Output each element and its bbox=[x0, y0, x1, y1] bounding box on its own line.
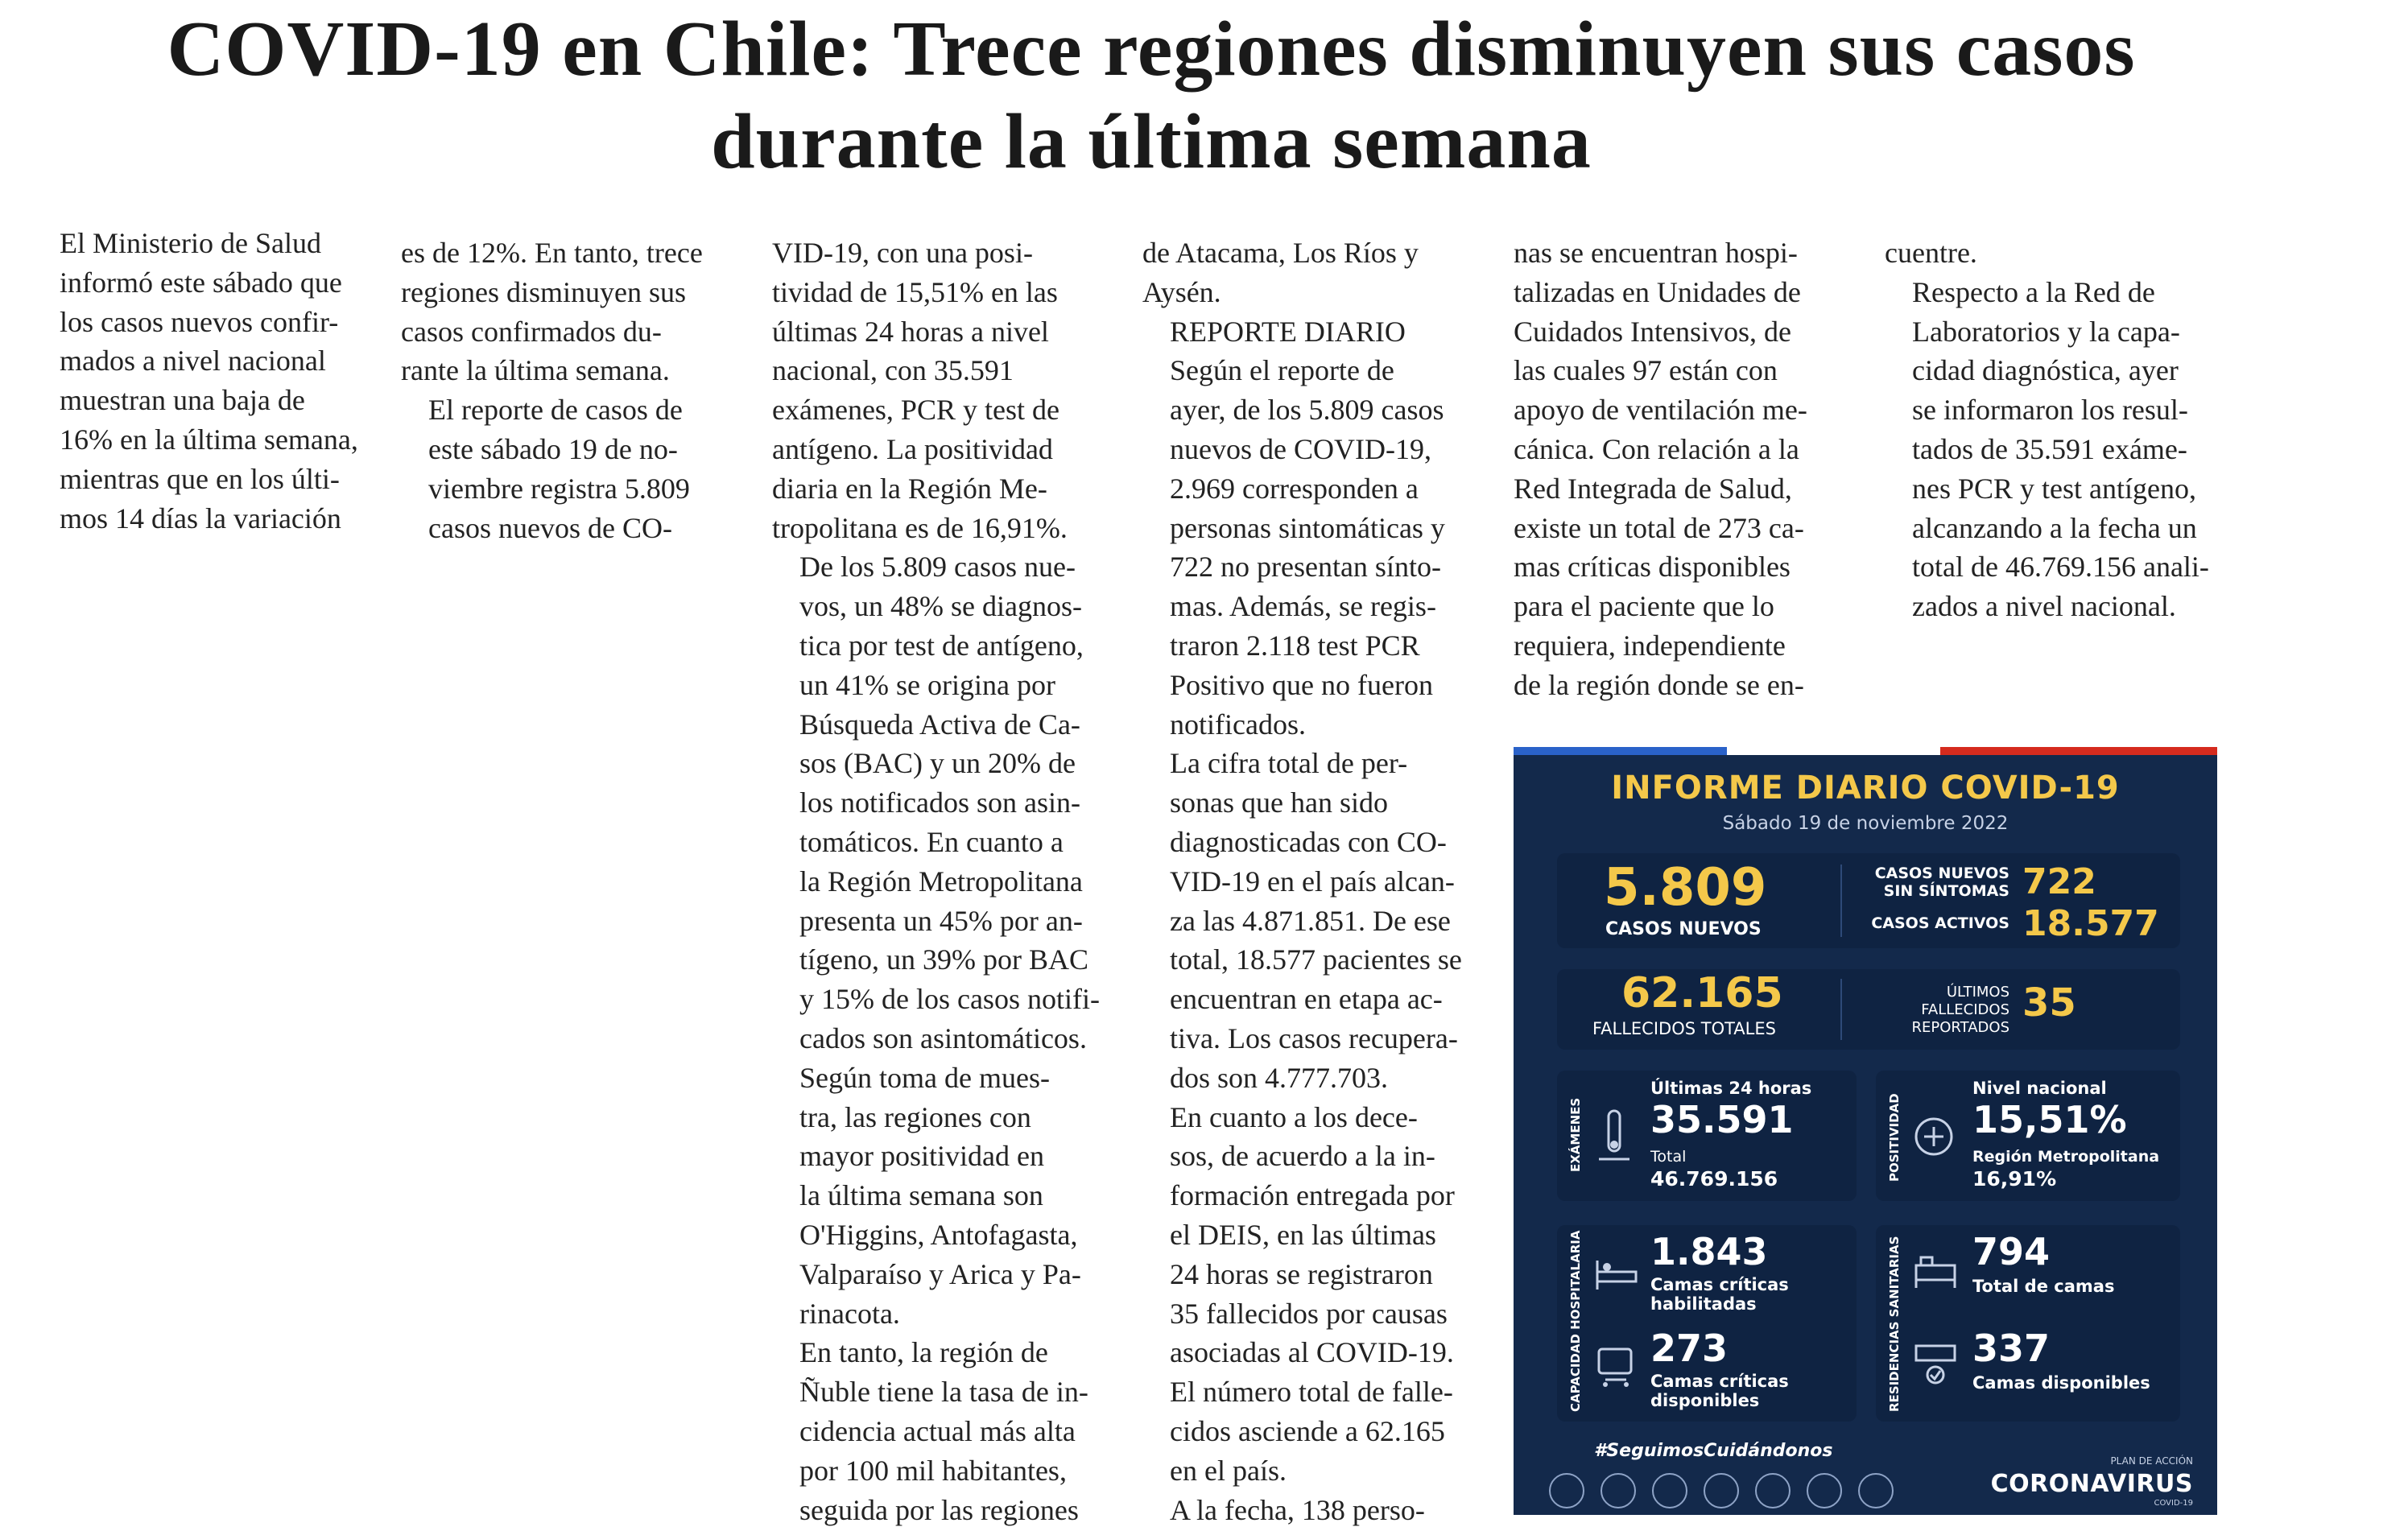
vaccine-icon bbox=[1755, 1473, 1791, 1508]
new-cases-value: 5.809 bbox=[1604, 858, 1767, 918]
paragraph: El Ministerio de Salud informó este sábado que los casos nuevos confir- mados a nivel nacional muestran una baja de 16% en la última semana, mientras que en los últi- mos 14 días la variación bbox=[60, 227, 358, 534]
hashtag: #SeguimosCuidándonos bbox=[1594, 1441, 1833, 1461]
asymptomatic-value: 722 bbox=[2022, 861, 2096, 902]
cases-panel bbox=[1557, 853, 2180, 948]
handwash-icon bbox=[1601, 1473, 1636, 1508]
national-label: Nivel nacional bbox=[1972, 1079, 2107, 1098]
critical-beds-enabled-label: Camas críticas habilitadas bbox=[1650, 1275, 1789, 1314]
coronavirus-logo: CORONAVIRUS bbox=[1990, 1470, 2193, 1498]
paragraph: es de 12%. En tanto, trece regiones disminuyen sus casos confirmados du- rante la última semana. bbox=[401, 237, 703, 387]
test-tube-icon bbox=[1594, 1108, 1634, 1164]
mask-icon bbox=[1549, 1473, 1584, 1508]
national-positivity-value: 15,51% bbox=[1972, 1098, 2127, 1141]
paragraph: En tanto, la región de Ñuble tiene la tasa de in- cidencia actual más alta por 100 mil habitantes, seguida por las regiones bbox=[799, 1336, 1088, 1526]
paragraph: A la fecha, 138 perso- bbox=[1170, 1493, 1425, 1526]
paragraph: de Atacama, Los Ríos y Aysén. bbox=[1142, 237, 1419, 308]
available-beds-label: Camas disponibles bbox=[1972, 1373, 2150, 1393]
headline-line-1: COVID-19 en Chile: Trece regiones disminuyen sus casos bbox=[167, 6, 2136, 93]
test-icon bbox=[1807, 1473, 1842, 1508]
paragraph: Respecto a la Red de Laboratorios y la capa- cidad diagnóstica, ayer se informaron los resul- tados de 35.591 exáme- nes PCR y test antígeno, alcanzando a la fecha un total de 46.769.156 anali- zados a nivel nacional. bbox=[1912, 275, 2209, 623]
active-cases-label: CASOS ACTIVOS bbox=[1871, 914, 2009, 932]
sanitary-residences-tag: RESIDENCIAS SANITARIAS bbox=[1887, 1236, 1902, 1412]
deaths-panel bbox=[1557, 969, 2180, 1050]
paragraph: De los 5.809 casos nue- vos, un 48% se diagnos- tica por test de antígeno, un 41% se origina por Búsqueda Activa de Ca- sos (BAC) y un 20% de los notificados son asin- tomáticos. En cuanto a la Región Metropolitana presenta un 45% por an- tígeno, un 39% por BAC y 15% de los casos notifi- cados son asintomáticos. bbox=[799, 551, 1100, 1054]
paragraph: nas se encuentran hospi- talizadas en Unidades de Cuidados Intensivos, de las cuales 97 están con apoyo de ventilación me- cánica. Con relación a la Red Integrada de Salud, existe un total de 273 ca- mas críticas disponibles para el paciente que lo requiera, independiente de la región donde se en- bbox=[1514, 237, 1807, 701]
hospital-capacity-panel bbox=[1557, 1225, 1857, 1422]
infographic-title: INFORME DIARIO COVID-19 bbox=[1611, 770, 2120, 807]
paragraph: Según toma de mues- tra, las regiones con mayor positividad en la última semana son O'Higgins, Antofagasta, Valparaíso y Arica y Pa- rinacota. bbox=[799, 1061, 1081, 1330]
article-column-5 bbox=[1514, 233, 1845, 705]
positivity-tag: POSITIVIDAD bbox=[1887, 1093, 1902, 1182]
paragraph: La cifra total de per- sonas que han sido diagnosticadas con CO- VID-19 en el país alcan- za las 4.871.851. De ese total, 18.577 pacientes se encuentran en etapa ac- tiva. Los casos recupera- dos son 4.777.703. bbox=[1170, 747, 1462, 1094]
rm-positivity-value: 16,91% bbox=[1972, 1167, 2057, 1191]
paragraph: cuentre. bbox=[1885, 237, 1977, 269]
covid-infographic bbox=[1514, 747, 2217, 1515]
article-column-6 bbox=[1885, 233, 2216, 626]
total-deaths-label: FALLECIDOS TOTALES bbox=[1592, 1019, 1776, 1038]
bed-icon bbox=[1913, 1252, 1958, 1290]
total-beds-label: Total de camas bbox=[1972, 1277, 2115, 1296]
logo-subtitle: COVID-19 bbox=[2154, 1499, 2193, 1508]
paragraph: VID-19, con una posi- tividad de 15,51% en las últimas 24 horas a nivel nacional, con 35.591 exámenes, PCR y test de antígeno. La positividad diaria en la Región Me- tropolitana es de 16,91%. bbox=[772, 237, 1068, 544]
exams-total-value: 46.769.156 bbox=[1650, 1167, 1778, 1191]
critical-beds-available-value: 273 bbox=[1650, 1327, 1729, 1370]
prevention-icons bbox=[1549, 1473, 1894, 1508]
hospital-bed-icon bbox=[1594, 1254, 1639, 1293]
plan-label: PLAN DE ACCIÓN bbox=[2110, 1455, 2193, 1467]
paragraph: Según el reporte de ayer, de los 5.809 casos nuevos de COVID-19, 2.969 corresponden a personas sintomáticas y 722 no presentan sínto- mas. Además, se regis- traron 2.118 test PCR Positivo que no fueron notificados. bbox=[1170, 354, 1445, 741]
rm-label: Región Metropolitana bbox=[1972, 1148, 2160, 1166]
flag-stripe bbox=[1514, 747, 2217, 755]
ventilation-icon bbox=[1704, 1473, 1739, 1508]
reported-deaths-value: 35 bbox=[2022, 980, 2076, 1025]
total-beds-value: 794 bbox=[1972, 1230, 2051, 1273]
headline-line-2: durante la última semana bbox=[711, 98, 1592, 185]
ventilator-icon bbox=[1594, 1344, 1639, 1388]
bed-check-icon bbox=[1913, 1338, 1958, 1386]
last-24h-value: 35.591 bbox=[1650, 1098, 1794, 1141]
positivity-panel bbox=[1876, 1071, 2180, 1201]
critical-beds-available-label: Camas críticas disponibles bbox=[1650, 1372, 1789, 1410]
plus-circle-icon bbox=[1913, 1116, 1955, 1158]
sanitary-residences-panel bbox=[1876, 1225, 2180, 1422]
new-cases-label: CASOS NUEVOS bbox=[1605, 919, 1762, 939]
distance-icon bbox=[1652, 1473, 1687, 1508]
total-deaths-value: 62.165 bbox=[1621, 969, 1783, 1017]
article-column-2 bbox=[401, 233, 733, 547]
exams-panel bbox=[1557, 1071, 1857, 1201]
headline bbox=[97, 0, 2206, 188]
infographic-date: Sábado 19 de noviembre 2022 bbox=[1722, 813, 2009, 834]
paragraph: El reporte de casos de este sábado 19 de no- viembre registra 5.809 casos nuevos de CO- bbox=[428, 394, 690, 544]
isolation-icon bbox=[1858, 1473, 1894, 1508]
exams-tag: EXÁMENES bbox=[1568, 1097, 1583, 1172]
active-cases-value: 18.577 bbox=[2022, 903, 2159, 944]
article-column-4 bbox=[1142, 233, 1474, 1529]
exams-total-label: Total bbox=[1650, 1148, 1687, 1166]
article-column-1 bbox=[32, 224, 364, 538]
subheading: REPORTE DIARIO bbox=[1170, 315, 1406, 348]
critical-beds-enabled-value: 1.843 bbox=[1650, 1230, 1768, 1273]
asymptomatic-label: CASOS NUEVOS SIN SÍNTOMAS bbox=[1874, 865, 2009, 900]
reported-deaths-label: ÚLTIMOS FALLECIDOS REPORTADOS bbox=[1911, 984, 2009, 1036]
available-beds-value: 337 bbox=[1972, 1327, 2051, 1370]
article-column-3 bbox=[772, 233, 1104, 1529]
paragraph: En cuanto a los dece- sos, de acuerdo a la in- formación entregada por el DEIS, en las últimas 24 horas se registraron 35 fallecidos por causas asociadas al COVID-19. El número total de falle- cidos asciende a 62.165 en el país. bbox=[1170, 1100, 1455, 1487]
last-24h-label: Últimas 24 horas bbox=[1650, 1079, 1812, 1098]
hospital-capacity-tag: CAPACIDAD HOSPITALARIA bbox=[1568, 1230, 1583, 1412]
